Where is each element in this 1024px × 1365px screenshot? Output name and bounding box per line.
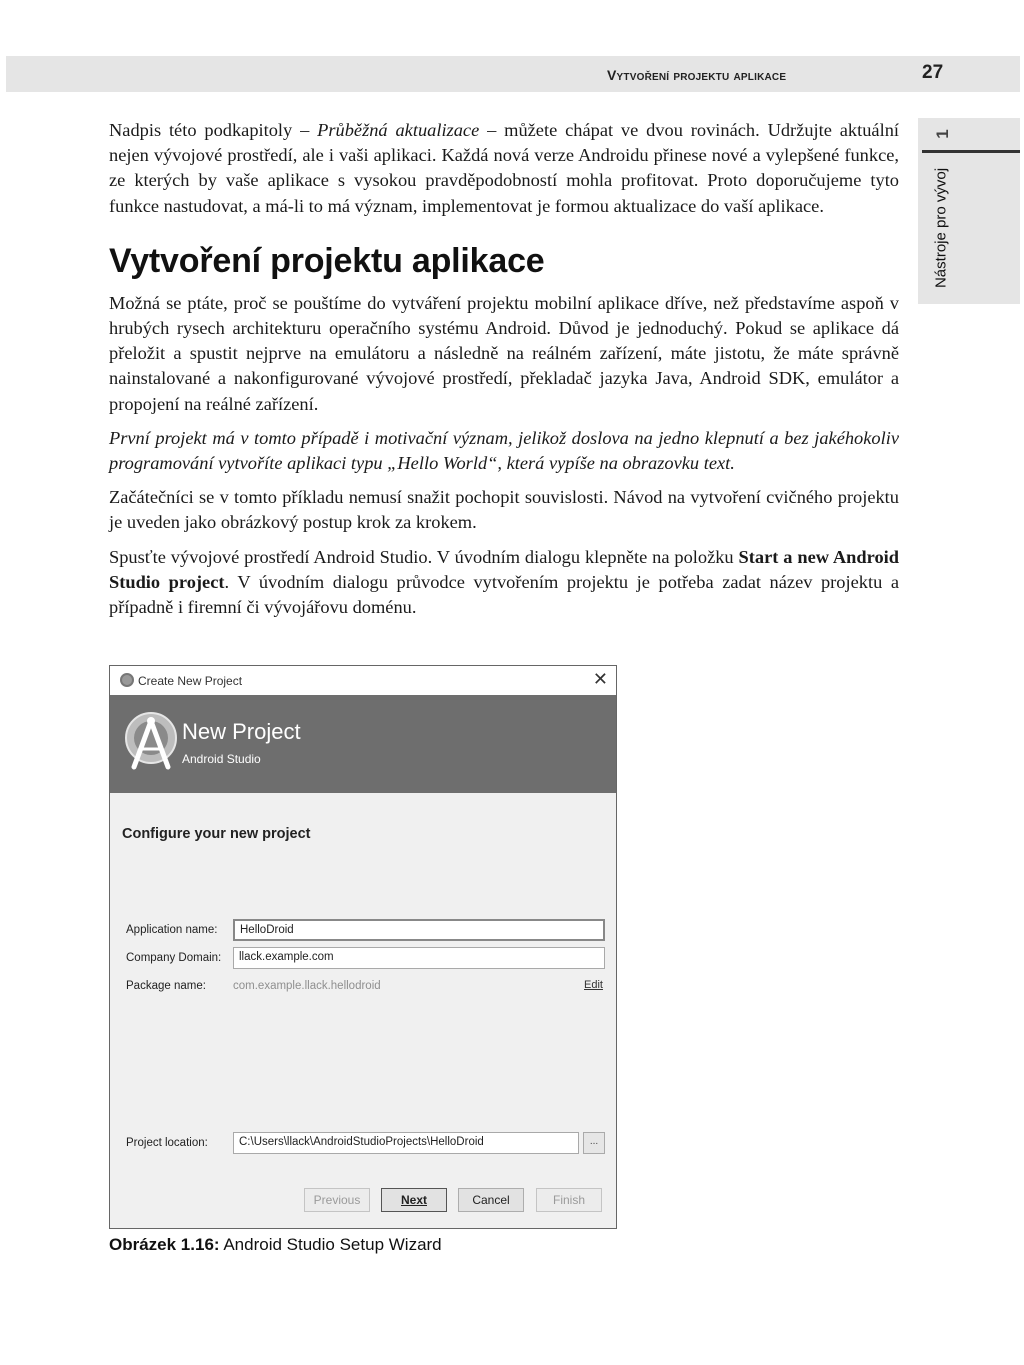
application-name-label: Application name: bbox=[126, 924, 218, 936]
chapter-label: Nástroje pro vývoj bbox=[932, 167, 950, 289]
p4-text-bold: Start a new Android Studio project bbox=[109, 546, 899, 592]
banner-title: New Project bbox=[182, 719, 301, 744]
cancel-button[interactable]: Cancel bbox=[458, 1188, 524, 1212]
section-paragraph-1: Možná se ptáte, proč se pouštíme do vytváření projektu mobilní aplikace dříve, než představíme aspoň v hrubých rysech architekturu operačního systému Android. Důvod je jednoduchý. Pokud se aplikace dá přeložit a spustit nejprve na emulátoru a následně na reálném zařízení, máte jistotu, že máte správně nainstalované a nakonfigurované vývojové prostředí, překladač jazyka Java, Android SDK, emulátor a propojení na reálné zařízení. bbox=[109, 292, 899, 414]
close-icon[interactable]: ✕ bbox=[592, 669, 608, 689]
running-header-bar bbox=[6, 56, 1020, 92]
next-button-label: Next bbox=[400, 1193, 427, 1207]
caption-text: Android Studio Setup Wizard bbox=[219, 1235, 442, 1254]
chapter-number: 1 bbox=[933, 129, 952, 139]
company-domain-input[interactable]: llack.example.com bbox=[233, 947, 605, 969]
running-header-title: Vytvoření projektu aplikace bbox=[607, 67, 787, 83]
section-paragraph-2: První projekt má v tomto případě i motivační význam, jelikož doslova na jedno klepnutí a bez jakéhokoliv programování vytvoříte aplikaci typu „Hello World“, která vypíše na obrazovku text. bbox=[109, 427, 899, 474]
banner-subtitle: Android Studio bbox=[182, 752, 261, 766]
next-button[interactable] bbox=[381, 1188, 447, 1212]
application-name-input[interactable]: HelloDroid bbox=[233, 919, 605, 941]
page-content bbox=[109, 118, 899, 629]
dialog-window-title: Create New Project bbox=[138, 674, 243, 688]
create-project-dialog bbox=[109, 665, 617, 1229]
browse-button[interactable]: ... bbox=[583, 1132, 605, 1154]
section-title: Vytvoření projektu aplikace bbox=[109, 241, 545, 280]
chapter-tab-divider bbox=[922, 150, 1020, 153]
dialog-banner bbox=[110, 695, 616, 793]
dialog-titlebar bbox=[110, 666, 616, 695]
p4-text-start: Spusťte vývojové prostředí Android Studio. V úvodním dialogu klepněte na položku bbox=[109, 546, 739, 567]
section-paragraph-3: Začátečníci se v tomto příkladu nemusí snažit pochopit souvislosti. Návod na vytvoření cvičného projektu je uveden jako obrázkový postup krok za krokem. bbox=[109, 487, 899, 533]
edit-package-link[interactable]: Edit bbox=[584, 979, 603, 991]
android-studio-logo-icon bbox=[124, 711, 178, 773]
page-number: 27 bbox=[922, 62, 944, 83]
configure-heading: Configure your new project bbox=[122, 826, 311, 842]
intro-text-end: – můžete chápat ve dvou rovinách. Udržujte aktuální nejen vývojové prostředí, ale i vaši aplikaci. Každá nová verze Androidu přinese nové a vylepšené funkce, ze kterých by vaše aplikace s vysokou pravděpodobností mohla profitovat. Proto doporučujeme tyto funkce nastudovat, a má-li to má význam, implementovat je formou aktualizace do vaší aplikace. bbox=[109, 120, 899, 216]
caption-label: Obrázek 1.16: bbox=[109, 1235, 220, 1254]
intro-text-start: Nadpis této podkapitoly – bbox=[109, 120, 318, 140]
intro-text-italic: Průběžná aktualizace bbox=[317, 120, 480, 140]
section-paragraph-4 bbox=[109, 545, 899, 621]
package-name-value: com.example.llack.hellodroid bbox=[233, 980, 381, 992]
figure-caption bbox=[109, 1235, 442, 1255]
company-domain-label: Company Domain: bbox=[126, 952, 222, 964]
p4-text-end: . V úvodním dialogu průvodce vytvořením projektu je potřeba zadat název projektu a případně i firemní či vývojářovu doménu. bbox=[109, 571, 899, 618]
previous-button[interactable]: Previous bbox=[304, 1188, 370, 1212]
project-location-input[interactable]: C:\Users\llack\AndroidStudioProjects\HelloDroid bbox=[233, 1132, 579, 1154]
finish-button[interactable]: Finish bbox=[536, 1188, 602, 1212]
project-location-label: Project location: bbox=[126, 1137, 208, 1149]
package-name-label: Package name: bbox=[126, 980, 206, 992]
intro-paragraph bbox=[109, 118, 899, 219]
android-studio-window-icon bbox=[120, 673, 134, 687]
